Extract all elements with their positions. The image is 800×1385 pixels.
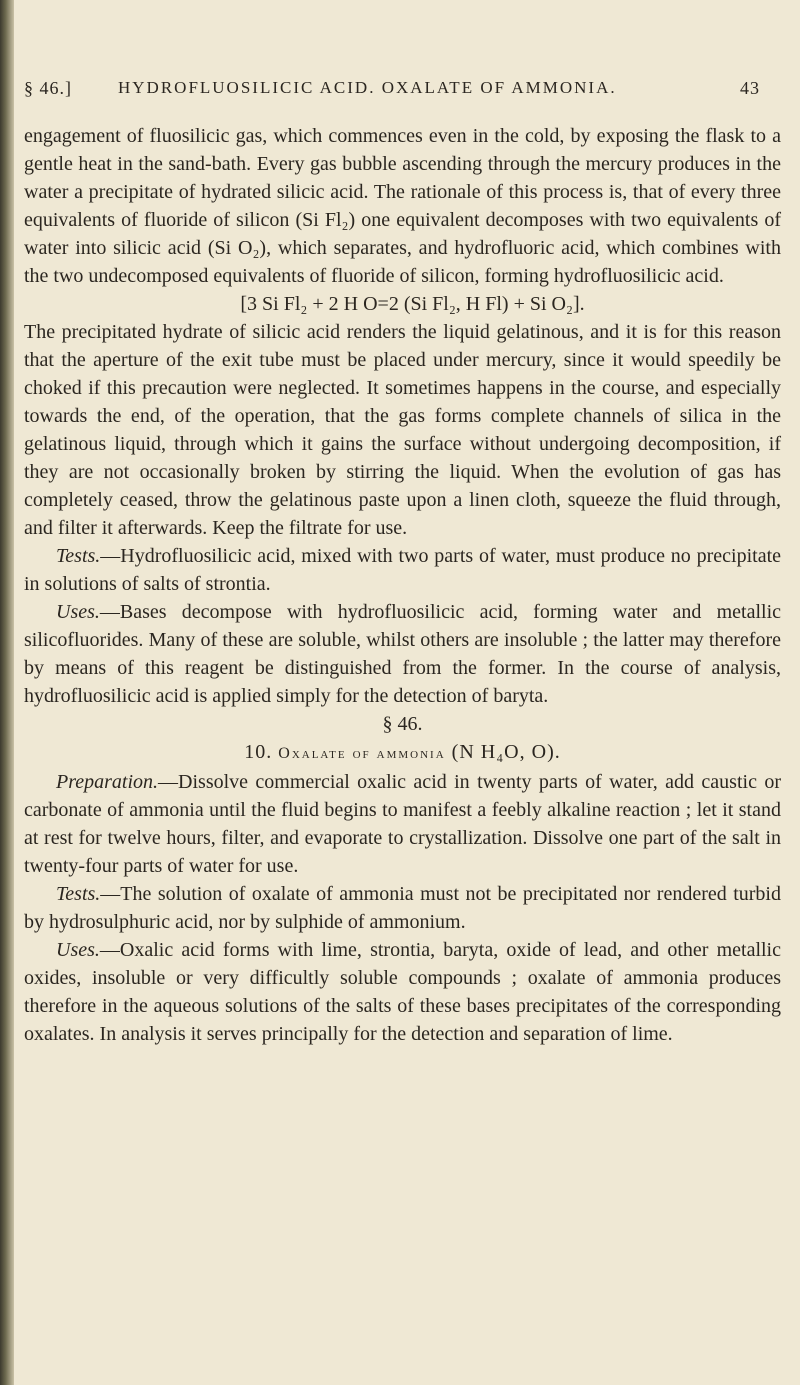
page-edge: [0, 0, 14, 1385]
paragraph-gelatinous: The precipitated hydrate of silicic acid renders the liquid gelatinous, and it is for this reason that the aperture of the exit tube must be placed under mercury, since it would speedily be choked if this precaution were neglected. It sometimes happens in the course, and especially towards the end, of the operation, that the gas forms complete channels of silica in the gelatinous liquid, through which it gains the surface without undergoing decomposition, if they are not occasionally broken by stirring the liquid. When the evolution of gas has completely ceased, throw the gelatinous paste upon a linen cloth, squeeze the fluid through, and filter it afterwards. Keep the filtrate for use.: [24, 321, 781, 539]
paragraph-preparation: [24, 768, 781, 880]
uses-text: —Bases decompose with hydrofluosilicic acid, forming water and metallic silicofluorides. Many of these are soluble, whilst others are insoluble ; the latter may therefore by means of this reagent be distinguished from the former. In the course of analysis, hydrofluosilicic acid is applied simply for the detection of baryta.: [24, 601, 781, 707]
running-header: [24, 78, 790, 108]
paragraph-uses: [24, 598, 781, 710]
page-body: [24, 122, 781, 1048]
tests-text-2: —The solution of oxalate of ammonia must not be precipitated nor rendered turbid by hydrosulphuric acid, nor by sulphide of ammonium.: [24, 883, 781, 933]
paragraph-tests: [24, 542, 781, 598]
uses-text-2: —Oxalic acid forms with lime, strontia, baryta, oxide of lead, and other metallic oxides, insoluble or very difficultly soluble compounds ; oxalate of ammonia produces therefore in the aqueous solutions of the salts of these bases precipitates of the corresponding oxalates. In analysis it serves principally for the detection and separation of lime.: [24, 939, 781, 1045]
paragraph-continuation: engagement of fluosilicic gas, which commences even in the cold, by exposing the flask to a gentle heat in the sand-bath. Every gas bubble ascending through the mercury produces in the water a precipitate of hydrated silicic acid. The rationale of this process is, that of every three equivalents of fluoride of silicon (Si Fl₂) one equivalent decomposes with two equivalents of water into silicic acid (Si O₂), which separates, and hydrofluoric acid, which combines with the two undecomposed equivalents of fluoride of silicon, forming hydrofluosilicic acid.: [24, 125, 781, 287]
uses-label-2: Uses.: [56, 939, 100, 961]
paragraph-tests-2: [24, 880, 781, 936]
chemical-formula: [3 Si Fl₂ + 2 H O=2 (Si Fl₂, H Fl) + Si O₂].: [240, 293, 585, 315]
header-section: § 46.]: [24, 78, 72, 98]
prep-text: —Dissolve commercial oxalic acid in twenty parts of water, add caustic or carbonate of ammonia until the fluid begins to manifest a feebly alkaline reaction ; let it stand at rest for twelve hours, filter, and evaporate to crystallization. Dissolve one part of the salt in twenty-four parts of water for use.: [24, 771, 781, 877]
item-number: 10.: [244, 741, 273, 763]
book-page: [14, 0, 800, 1385]
page-number: 43: [740, 78, 760, 98]
paragraph-uses-2: [24, 936, 781, 1048]
tests-text: —Hydrofluosilicic acid, mixed with two parts of water, must produce no precipitate in solutions of salts of strontia.: [24, 545, 781, 595]
item-formula: (N H₄O, O).: [451, 741, 561, 763]
header-title: HYDROFLUOSILICIC ACID. OXALATE OF AMMONIA.: [118, 78, 617, 97]
tests-label-2: Tests.: [56, 883, 101, 905]
uses-label: Uses.: [56, 601, 100, 623]
prep-label: Preparation.: [56, 771, 159, 793]
section2-body: [24, 768, 781, 1048]
tests-label: Tests.: [56, 545, 101, 567]
item-heading: [24, 738, 781, 768]
section-number: § 46.: [382, 713, 423, 735]
item-title: Oxalate of ammonia: [278, 745, 446, 762]
